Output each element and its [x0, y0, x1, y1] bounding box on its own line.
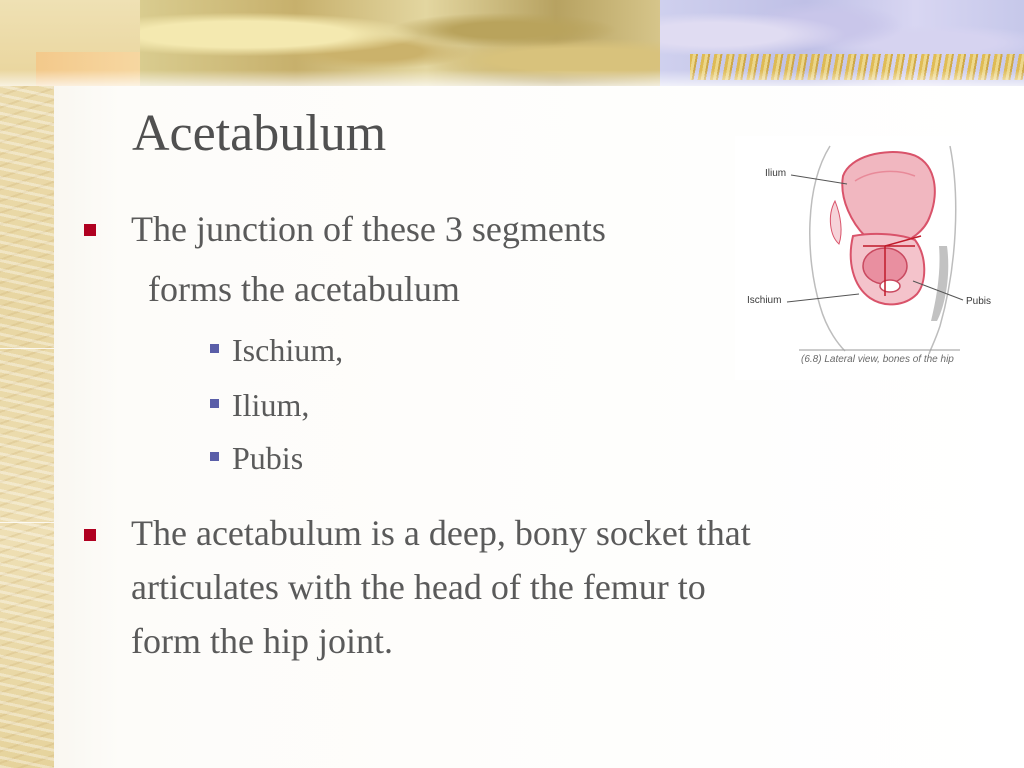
sub-bullet-marker — [210, 452, 219, 461]
bullet-2-line-1: The acetabulum is a deep, bony socket that — [131, 513, 751, 553]
sub-bullet-marker — [210, 344, 219, 353]
figure-caption: (6.8) Lateral view, bones of the hip — [801, 354, 954, 365]
slide-title: Acetabulum — [132, 105, 387, 162]
label-pubis: Pubis — [966, 296, 992, 307]
bullet-1-line-2: forms the acetabulum — [148, 269, 460, 309]
label-ischium: Ischium — [747, 295, 782, 306]
bullet-marker — [84, 529, 96, 541]
bullet-2-line-2: articulates with the head of the femur to — [131, 567, 706, 607]
sub-bullet-text: Ilium, — [232, 387, 310, 423]
sub-bullet-text: Ischium, — [232, 332, 344, 368]
bullet-marker — [84, 224, 96, 236]
hip-bone-figure — [735, 136, 1014, 380]
parchment-strip — [0, 0, 54, 768]
decorative-banner — [0, 0, 1024, 86]
sub-bullet-text: Pubis — [232, 440, 304, 476]
bullet-2-line-3: form the hip joint. — [131, 621, 393, 661]
label-ilium: Ilium — [765, 168, 787, 179]
bullet-1-line-1: The junction of these 3 segments — [131, 209, 606, 249]
sub-bullet-marker — [210, 399, 219, 408]
